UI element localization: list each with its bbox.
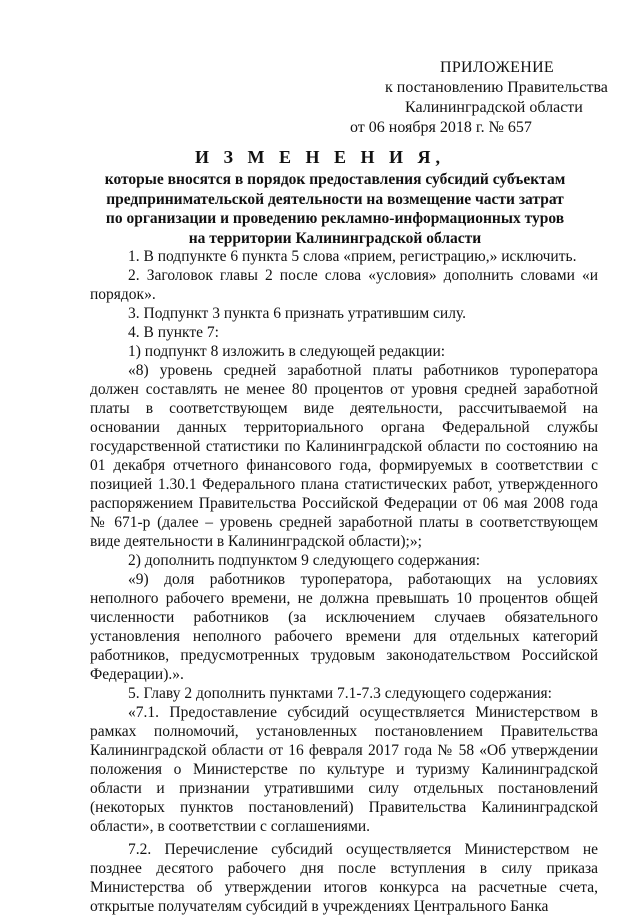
appendix-line-2: Калининградской области <box>405 99 583 116</box>
paragraph: 2. Заголовок главы 2 после слова «условия» дополнить словами «и порядок». <box>90 267 598 303</box>
appendix-line-3: от 06 ноября 2018 г. № 657 <box>350 119 532 136</box>
paragraph: 1) подпункт 8 изложить в следующей редакции: <box>128 343 446 360</box>
appendix-line-1: к постановлению Правительства <box>385 79 608 96</box>
paragraph: 2) дополнить подпунктом 9 следующего содержания: <box>128 552 481 569</box>
paragraph: 3. Подпункт 3 пункта 6 признать утратившим силу. <box>128 305 467 322</box>
paragraph: «8) уровень средней заработной платы работников туроператора должен составлять не менее 80 процентов от уровня средней заработной платы в соответствующем виде деятельности, рассчитываемой на основании данных территориального органа Федеральной службы государственной статистики по Калининградской области по состоянию на 01 декабря отчетного финансового года, формируемых в соответствии с позицией 1.30.1 Федерального плана статистических работ, утвержденного распоряжением Правительства Российской Федерации от 06 мая 2008 года № 671-р (далее – уровень средней заработной платы в соответствующем виде деятельности в Калининградской области);»; <box>90 362 598 550</box>
paragraph: 7.2. Перечисление субсидий осуществляется Министерством не позднее десятого рабочего дня после вступления в силу приказа Министерства об утверждении итогов конкурса на расчетные счета, открытые получателям субсидий в учреждениях Центрального Банка <box>90 841 598 915</box>
appendix-title: ПРИЛОЖЕНИЕ <box>440 59 555 76</box>
paragraph: 4. В пункте 7: <box>128 324 219 341</box>
paragraph: 1. В подпункте 6 пункта 5 слова «прием, регистрацию,» исключить. <box>128 248 577 265</box>
paragraph: «7.1. Предоставление субсидий осуществляется Министерством в рамках полномочий, установленных постановлением Правительства Калининградской области от 16 февраля 2017 года № 58 «Об утверждении положения о Министерстве по культуре и туризму Калининградской области и признании утратившими силу отдельных постановлений (некоторых пунктов постановлений) Правительства Калининградской области», в соответствии с соглашениями. <box>90 704 598 835</box>
document-body <box>90 247 598 916</box>
document-title: И З М Е Н Е Н И Я, <box>194 147 445 167</box>
paragraph: 5. Главу 2 дополнить пунктами 7.1-7.3 следующего содержания: <box>128 685 552 702</box>
paragraph: «9) доля работников туроператора, работающих на условиях неполного рабочего времени, не должна превышать 10 процентов общей численности работников (за исключением случаев обязательного установления неполного рабочего времени для отдельных категорий работников, предусмотренных трудовым законодательством Российской Федерации).». <box>90 571 598 683</box>
document-subtitle: которые вносятся в порядок предоставления субсидий субъектам предпринимательской деятельности на возмещение части затрат по организации и проведению рекламно-информационных туров на территории Калининградской области <box>104 171 566 247</box>
